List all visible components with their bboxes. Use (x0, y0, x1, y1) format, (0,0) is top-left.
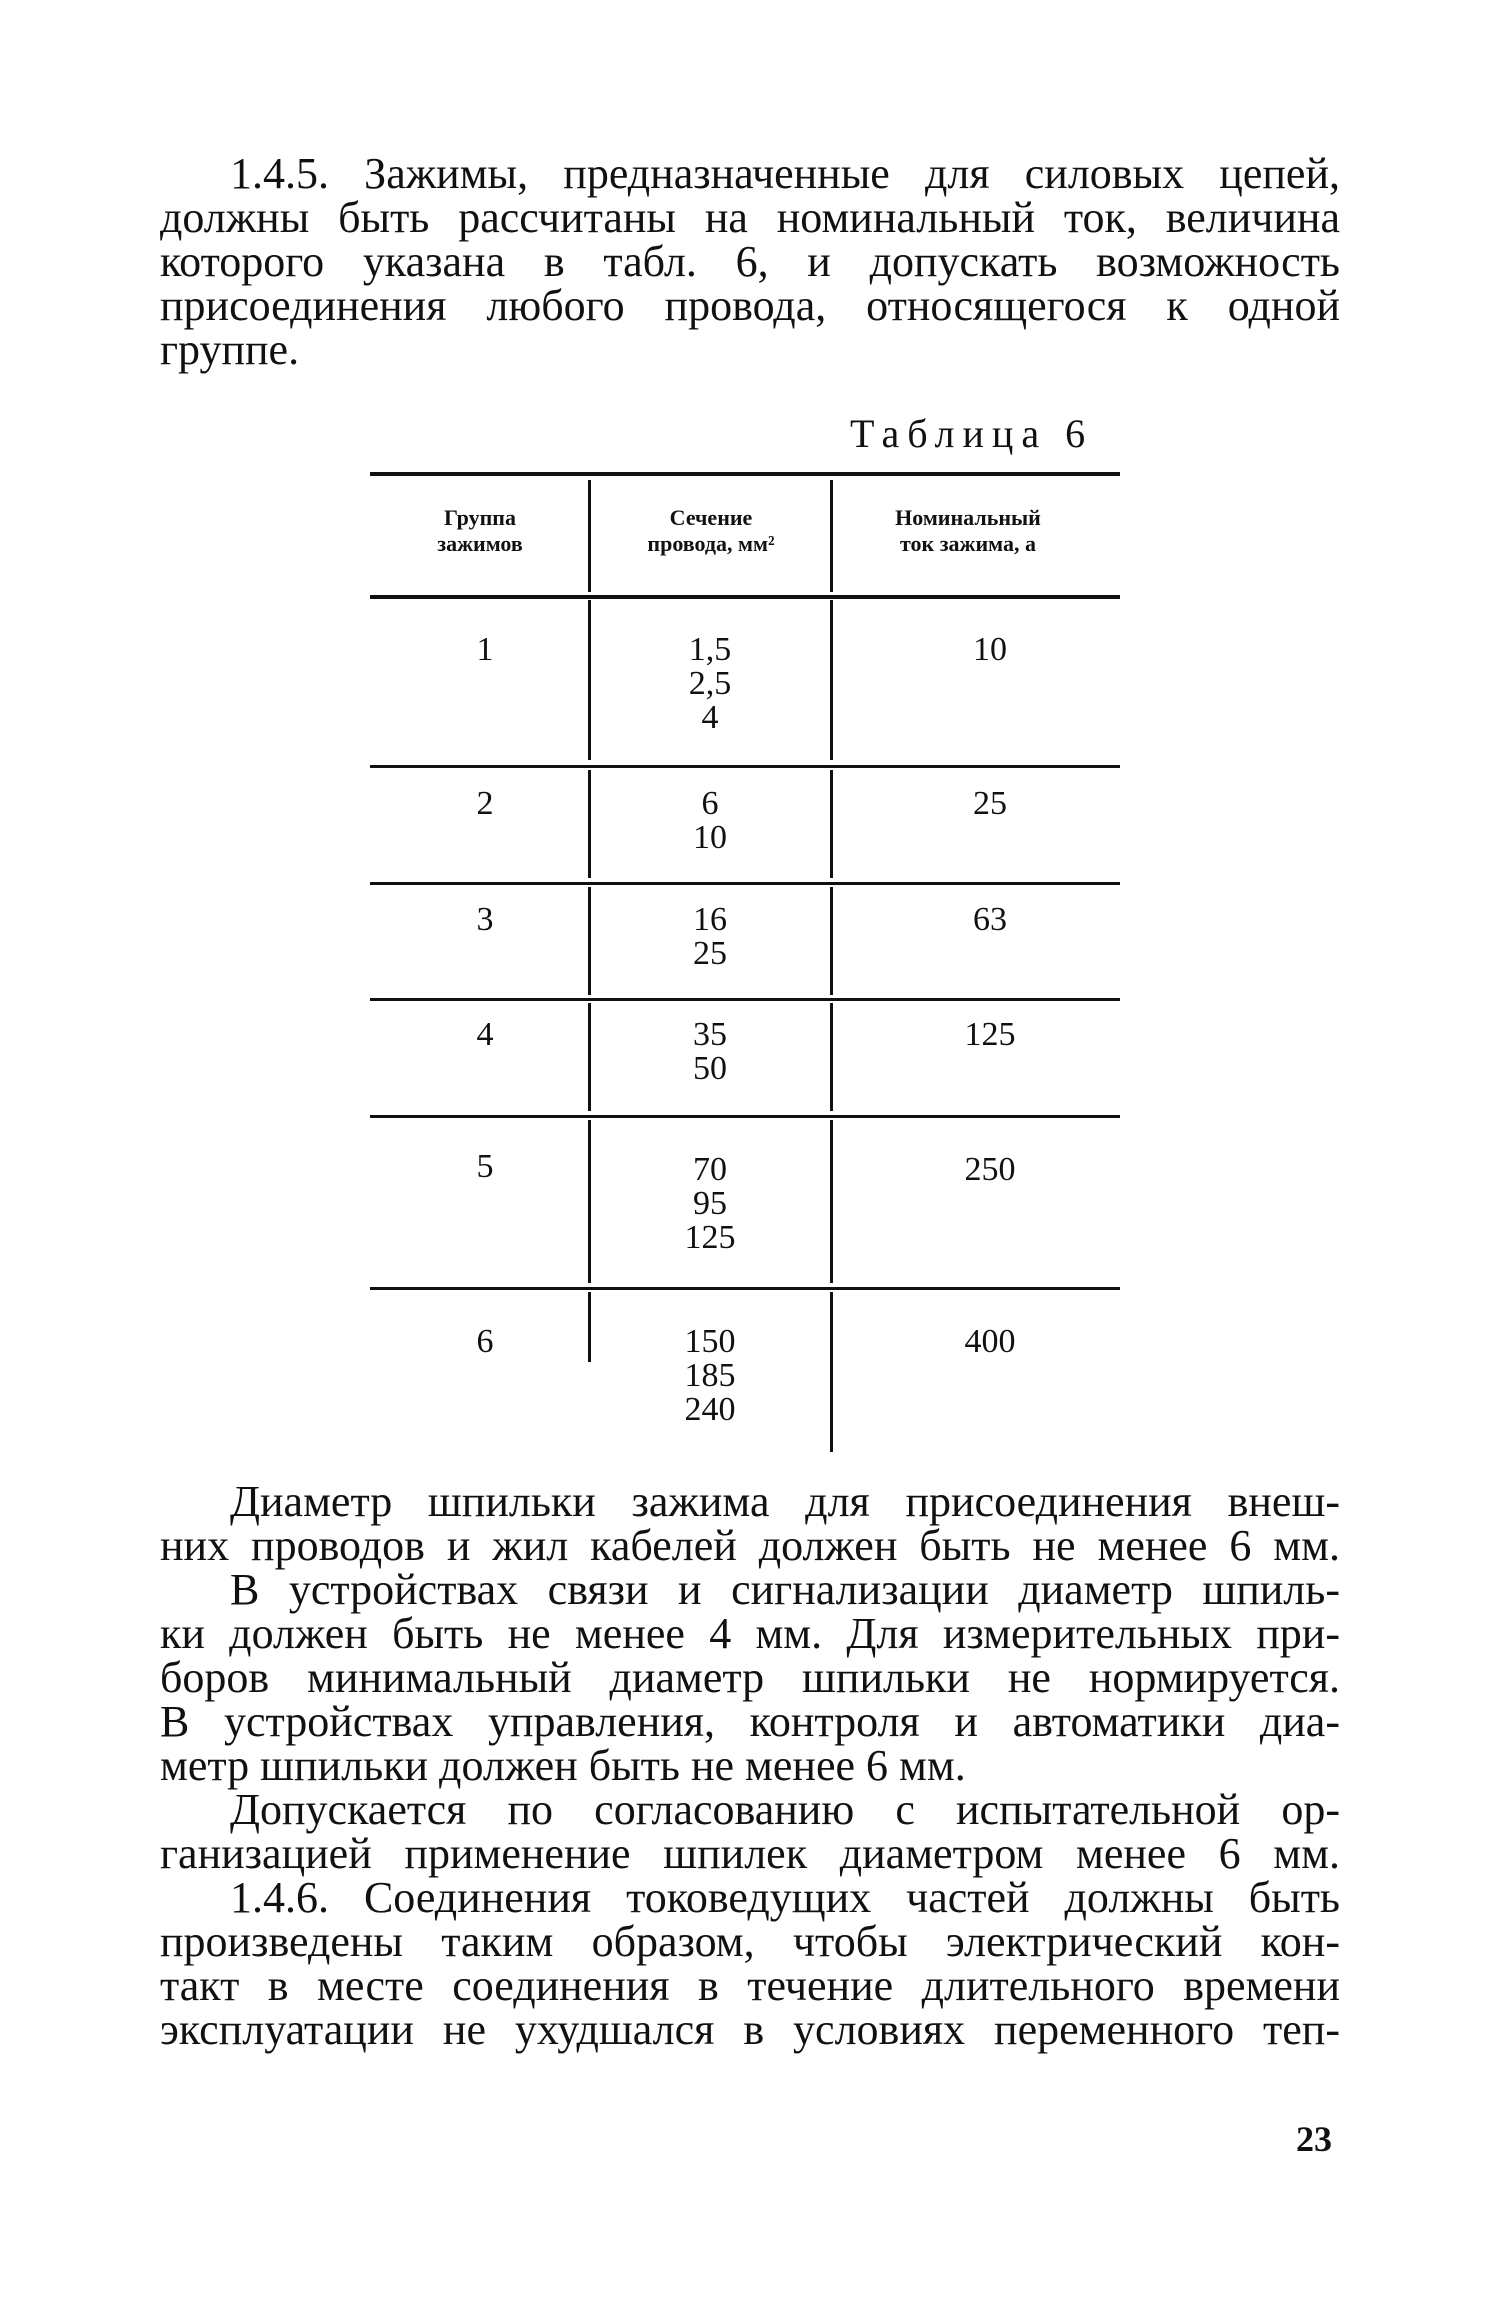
sections-cell: 6 10 (693, 785, 727, 856)
column-divider (830, 770, 833, 878)
text-line: группе. (160, 325, 300, 374)
text-line: Допускается по согласованию с испытательной ор- (230, 1785, 1340, 1834)
text-line: метр шпильки должен быть не менее 6 мм. (160, 1741, 966, 1790)
body-paragraphs (160, 1477, 1340, 2054)
column-divider (588, 770, 591, 878)
text-line: присоединения любого провода, относящегося к одной (160, 281, 1340, 330)
text-line: 1.4.5. Зажимы, предназначенные для силовых цепей, (230, 149, 1340, 198)
text-line: ганизацией применение шпилек диаметром менее 6 мм. (160, 1829, 1340, 1878)
group-cell: 5 (476, 1148, 494, 1185)
current-cell: 10 (973, 631, 1007, 668)
table-title: Таблица 6 (850, 411, 1094, 456)
group-cell: 6 (476, 1323, 494, 1360)
header-group: Группа зажимов (437, 505, 523, 556)
group-cell: 2 (476, 785, 494, 822)
current-cell: 125 (964, 1016, 1016, 1053)
column-divider (830, 887, 833, 995)
row-divider (370, 1115, 1120, 1118)
column-divider (830, 1120, 833, 1283)
table-top-rule (370, 472, 1120, 476)
row-divider (370, 1287, 1120, 1290)
text-line: которого указана в табл. 6, и допускать возможность (160, 237, 1340, 286)
row-divider (370, 765, 1120, 768)
group-cell: 1 (476, 631, 494, 668)
column-divider (588, 887, 591, 995)
column-divider (588, 1292, 591, 1362)
current-cell: 25 (973, 785, 1007, 822)
column-divider (830, 1292, 833, 1452)
text-line: них проводов и жил кабелей должен быть не менее 6 мм. (160, 1521, 1340, 1570)
text-line: боров минимальный диаметр шпильки не нормируется. (160, 1653, 1340, 1702)
sections-cell: 150 185 240 (684, 1323, 736, 1428)
text-line: В устройствах управления, контроля и автоматики диа- (160, 1697, 1340, 1746)
column-divider (830, 600, 833, 760)
current-cell: 250 (964, 1151, 1016, 1188)
sections-cell: 35 50 (693, 1016, 727, 1087)
header-section: Сечение провода, мм² (647, 505, 775, 556)
text-line: 1.4.6. Соединения токоведущих частей должны быть (230, 1873, 1340, 1922)
text-line: эксплуатации не ухудшался в условиях переменного теп- (160, 2005, 1340, 2054)
text-line: В устройствах связи и сигнализации диаметр шпиль- (230, 1565, 1340, 1614)
text-line: произведены таким образом, чтобы электрический кон- (160, 1917, 1340, 1966)
text-line: такт в месте соединения в течение длительного времени (160, 1961, 1340, 2010)
row-divider (370, 882, 1120, 885)
text-line: Диаметр шпильки зажима для присоединения внеш- (230, 1477, 1340, 1526)
column-divider (588, 480, 591, 592)
text-line: должны быть рассчитаны на номинальный ток, величина (160, 193, 1340, 242)
current-cell: 400 (964, 1323, 1016, 1360)
row-divider (370, 998, 1120, 1001)
current-cell: 63 (973, 901, 1007, 938)
sections-cell: 70 95 125 (684, 1151, 736, 1256)
sections-cell: 16 25 (693, 901, 727, 972)
group-cell: 3 (476, 901, 494, 938)
column-divider (830, 480, 833, 592)
group-cell: 4 (476, 1016, 494, 1053)
column-divider (588, 600, 591, 760)
page-number: 23 (1296, 2119, 1332, 2159)
intro-paragraph (160, 149, 1340, 374)
column-divider (830, 1003, 833, 1111)
column-divider (588, 1120, 591, 1283)
column-divider (588, 1003, 591, 1111)
sections-cell: 1,5 2,5 4 (688, 631, 732, 736)
header-current: Номинальный ток зажима, а (895, 505, 1041, 556)
table-header-rule (370, 595, 1120, 599)
text-line: ки должен быть не менее 4 мм. Для измерительных при- (160, 1609, 1340, 1658)
